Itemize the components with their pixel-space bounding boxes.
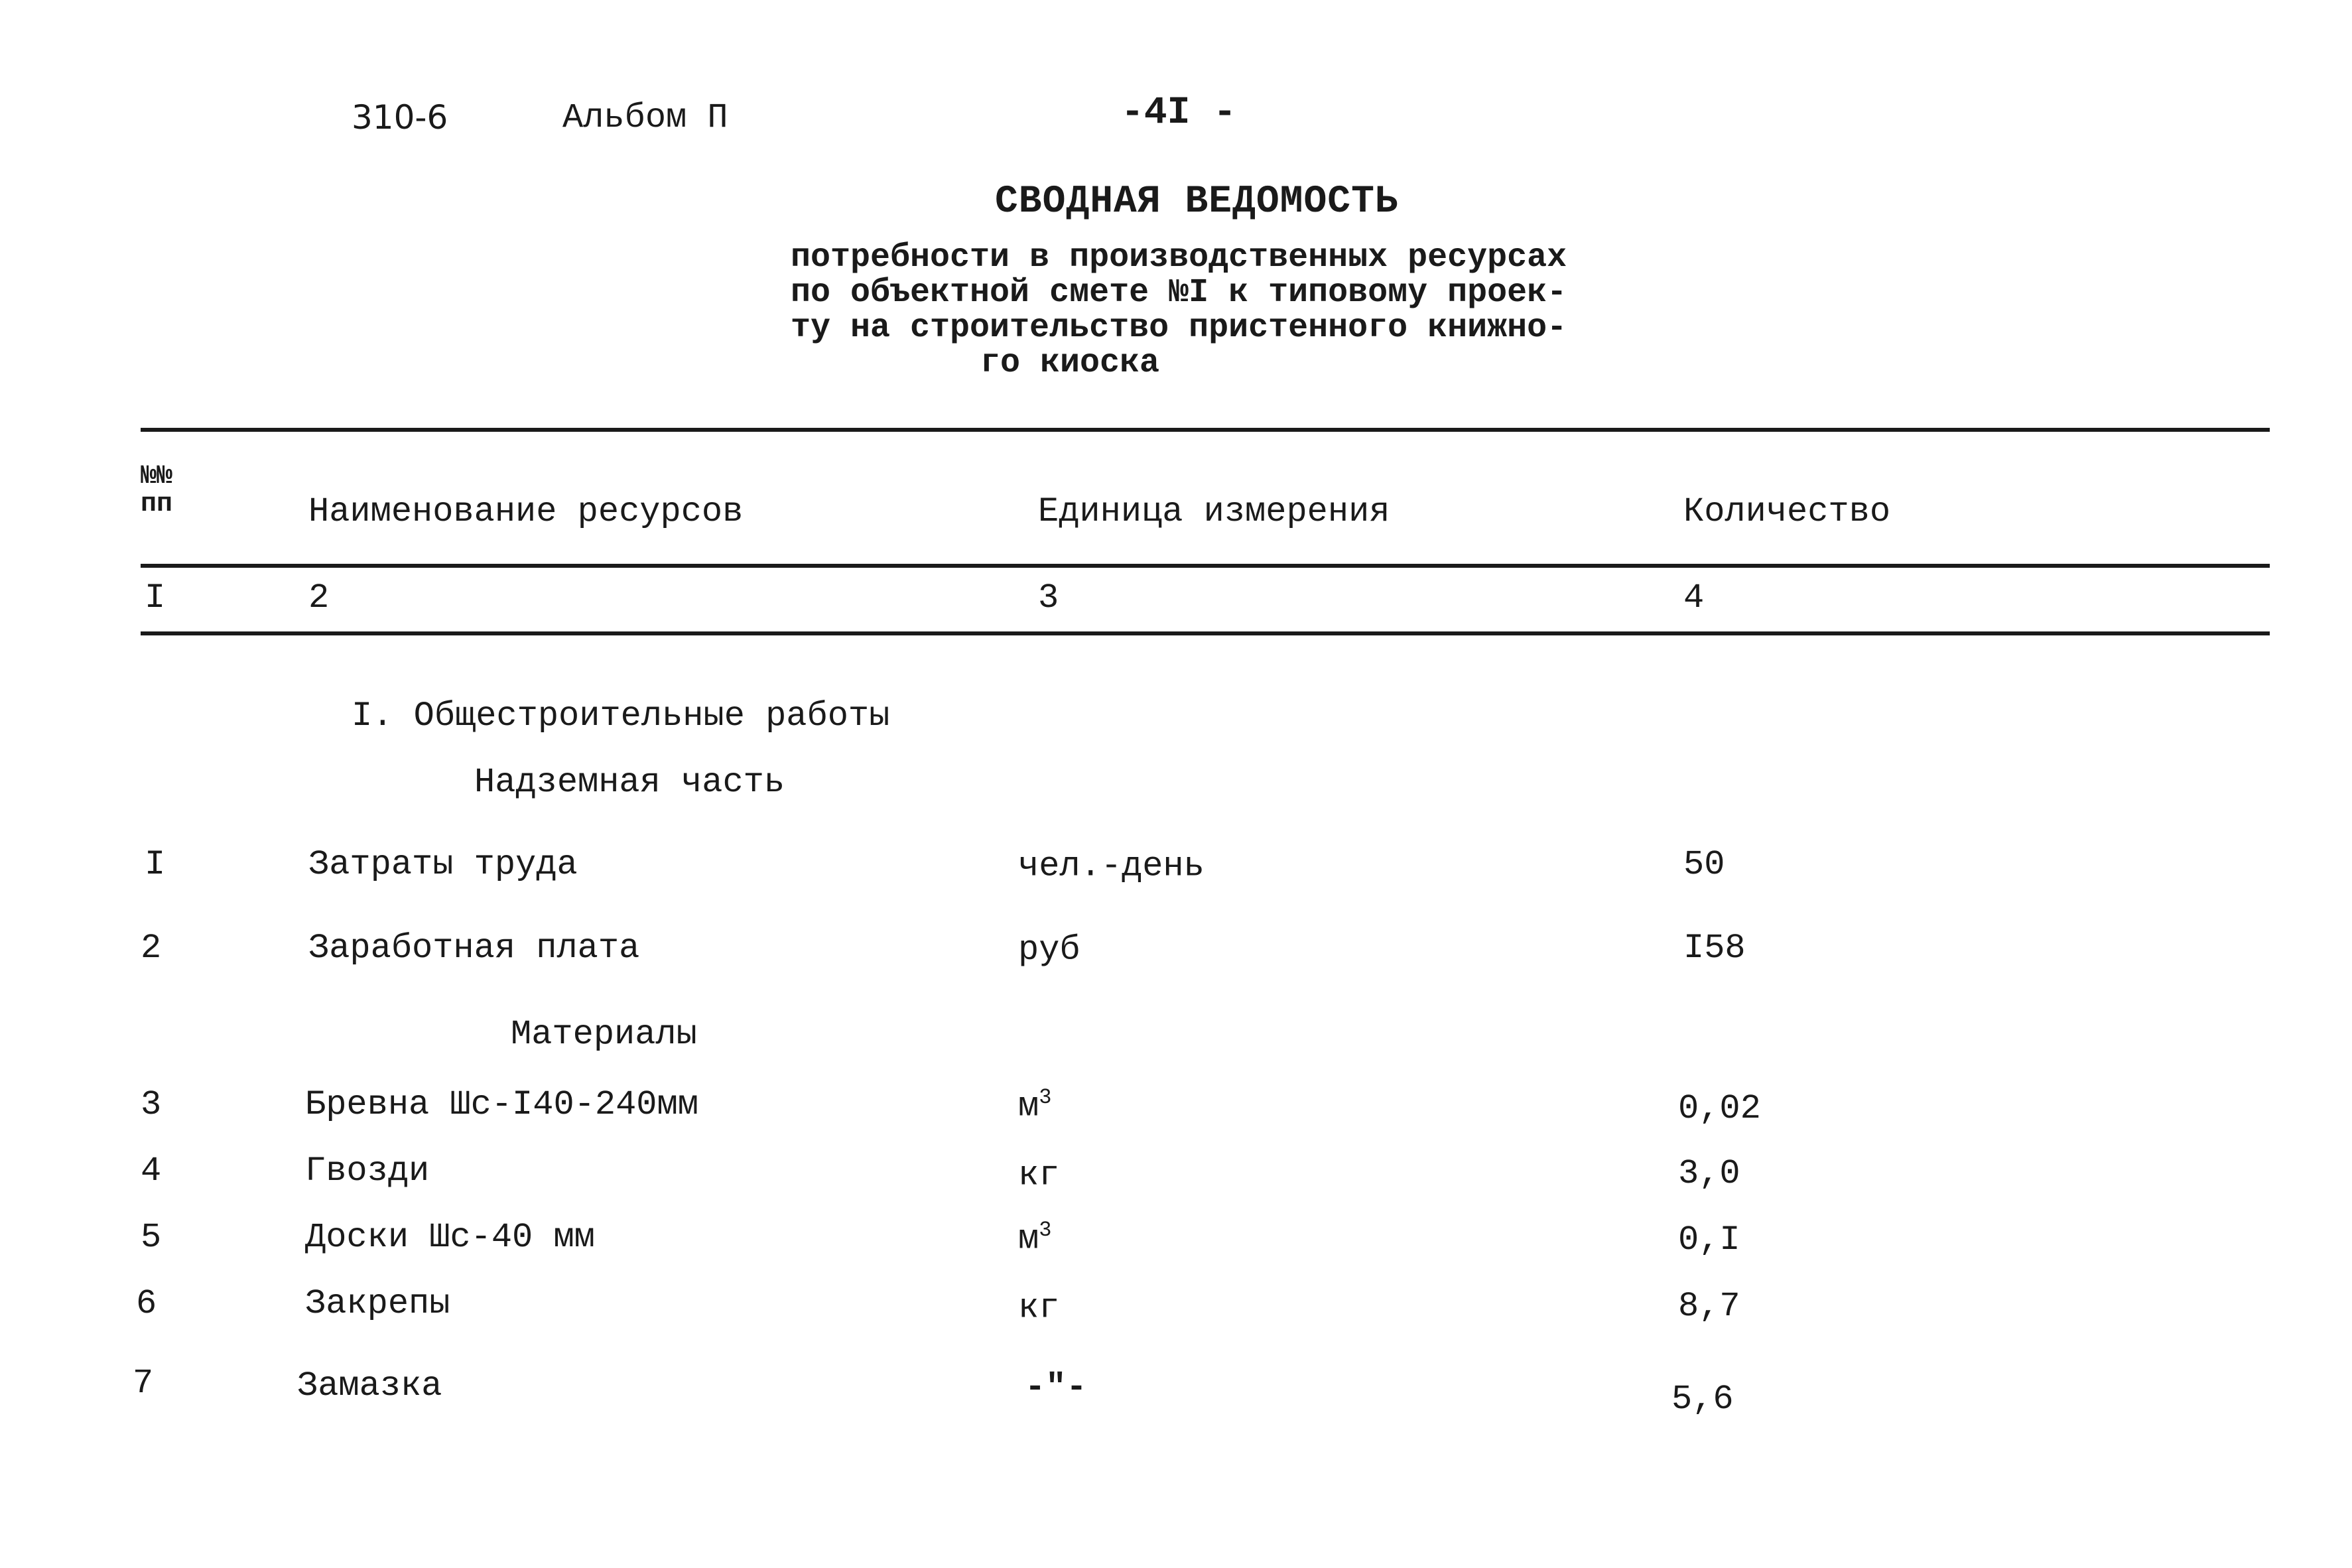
row-unit (1025, 1366, 1087, 1407)
row-unit-text: м (1018, 1086, 1039, 1126)
row-num: 3 (141, 1085, 162, 1124)
row-unit-text: кг (1018, 1155, 1060, 1195)
header-unit: Единица измерения (1038, 492, 1390, 531)
row-unit (1018, 1287, 1059, 1327)
subtitle-line: потребности в производственных ресурсах (791, 239, 1567, 277)
row-num: 2 (141, 929, 162, 968)
row-num: 6 (136, 1284, 157, 1323)
row-qty: 0,I (1678, 1220, 1740, 1260)
column-number: 3 (1038, 578, 1059, 618)
subsection-title: Материалы (511, 1015, 697, 1054)
subtitle-line: ту на строительство пристенного книжно- (791, 309, 1567, 347)
subtitle-line: го киоска (980, 344, 1160, 382)
row-name: Замазка (297, 1366, 442, 1405)
header-name: Наименование ресурсов (308, 492, 744, 531)
row-name: Закрепы (305, 1284, 450, 1323)
row-qty: 3,0 (1678, 1154, 1740, 1193)
row-unit (1018, 929, 1080, 969)
row-unit-sup: 3 (1039, 1218, 1052, 1242)
column-number: 4 (1683, 578, 1705, 618)
row-unit-text: чел.-день (1018, 846, 1205, 886)
row-num: 7 (133, 1364, 154, 1403)
row-qty: 0,02 (1678, 1089, 1761, 1128)
header-num-line1: №№ (141, 462, 173, 491)
row-unit (1018, 1154, 1059, 1195)
column-number: I (145, 578, 166, 618)
page-number: -4I - (1121, 92, 1237, 135)
document-title: СВОДНАЯ ВЕДОМОСТЬ (995, 180, 1399, 224)
row-unit-text: кг (1018, 1288, 1060, 1328)
row-unit (1018, 1085, 1051, 1126)
table-colnum-rule (141, 631, 2270, 635)
subtitle-line: по объектной смете №I к типовому проек- (791, 274, 1567, 312)
header-qty: Количество (1683, 492, 1891, 531)
row-unit (1018, 1218, 1051, 1258)
header-num (141, 463, 172, 519)
table-header-rule (141, 564, 2270, 568)
row-unit-text: руб (1018, 930, 1080, 970)
row-unit-sup: 3 (1039, 1085, 1052, 1110)
row-name: Заработная плата (308, 929, 640, 968)
table-top-rule (141, 428, 2270, 432)
row-name: Бревна Шс-I40-240мм (305, 1085, 698, 1124)
row-name: Доски Шс-40 мм (305, 1218, 595, 1257)
subsection-title: Надземная часть (474, 763, 785, 802)
row-qty: 50 (1683, 845, 1725, 884)
row-name: Затраты труда (308, 845, 578, 884)
section-title: I. Общестроительные работы (352, 696, 890, 736)
column-number: 2 (308, 578, 330, 618)
row-num: 5 (141, 1218, 162, 1257)
row-qty: I58 (1683, 929, 1746, 968)
row-num: I (145, 845, 166, 884)
row-unit (1018, 845, 1205, 885)
row-unit-text: -"- (1025, 1368, 1087, 1407)
row-qty: 5,6 (1671, 1380, 1734, 1419)
row-num: 4 (141, 1151, 162, 1191)
document-subtitle (791, 240, 1567, 381)
row-name: Гвозди (305, 1151, 430, 1191)
header-num-line2: пп (141, 490, 173, 519)
album-label: Альбом П (562, 98, 728, 137)
document-code: 310-6 (352, 98, 448, 137)
row-qty: 8,7 (1678, 1287, 1740, 1326)
row-unit-text: м (1018, 1219, 1039, 1259)
